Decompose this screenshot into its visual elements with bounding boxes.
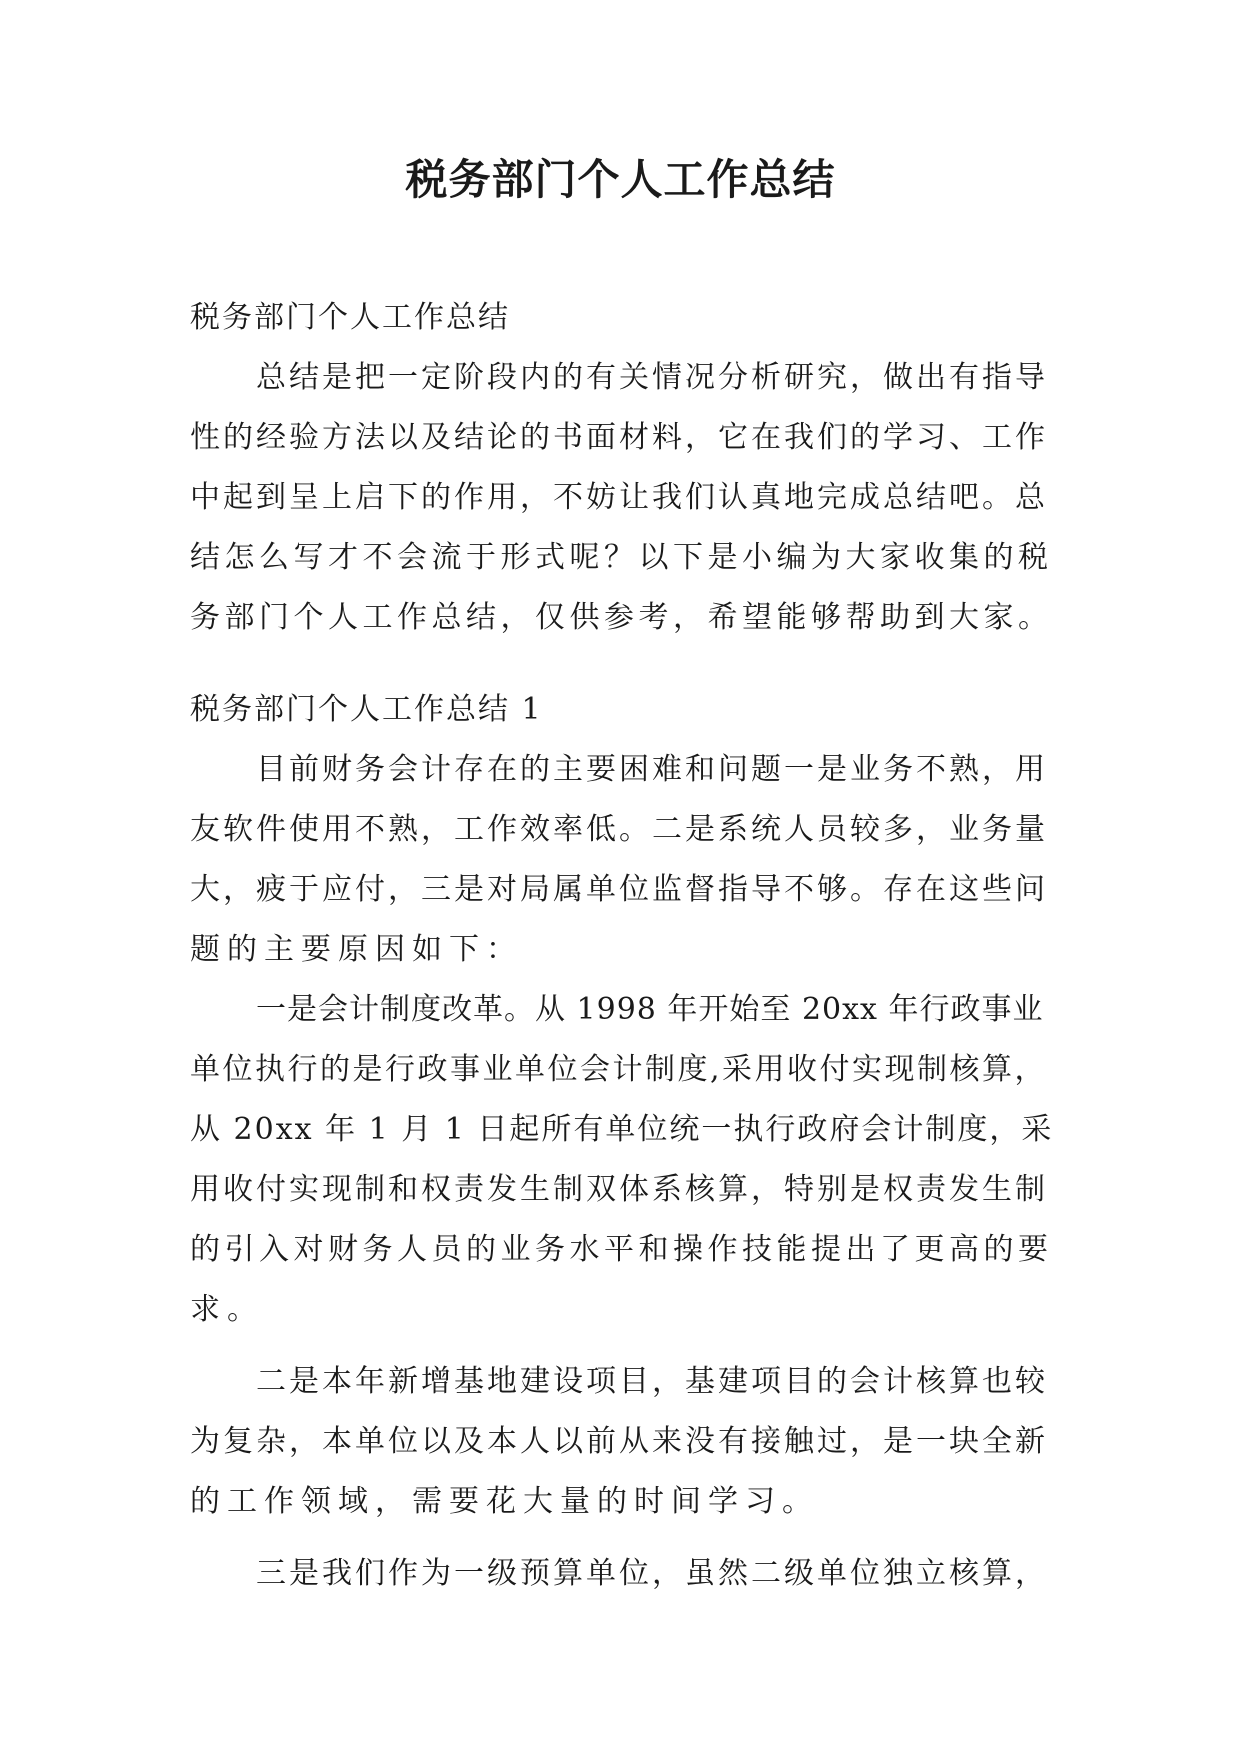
document-title: 税务部门个人工作总结 [405,155,836,204]
paragraph-line: 目前财务会计存在的主要困难和问题一是业务不熟，用 [256,752,1048,787]
paragraph-budget-unit [190,1544,1058,1604]
paragraph-line: 题的主要原因如下： [190,932,523,967]
paragraph-line: 总结是把一定阶段内的有关情况分析研究，做出有指导 [256,360,1048,395]
paragraph-line: 中起到呈上启下的作用，不妨让我们认真地完成总结吧。总 [190,480,1048,515]
paragraph-line: 一是会计制度改革。从 1998 年开始至 20xx 年行政事业 [256,992,1044,1027]
paragraph-line: 的引入对财务人员的业务水平和操作技能提出了更高的要 [190,1232,1053,1267]
paragraph-line: 性的经验方法以及结论的书面材料，它在我们的学习、工作 [190,420,1048,455]
section-spacer [190,648,1058,680]
paragraph-line: 从 20xx 年 1 月 1 日起所有单位统一执行政府会计制度，采 [190,1112,1054,1147]
section-heading: 税务部门个人工作总结 1 [190,692,543,727]
paragraph-line: 为复杂，本单位以及本人以前从来没有接触过，是一块全新 [190,1424,1048,1459]
paragraph-line: 三是我们作为一级预算单位，虽然二级单位独立核算， [256,1556,1048,1591]
paragraph-line: 大，疲于应付，三是对局属单位监督指导不够。存在这些问 [190,872,1048,907]
document-body [190,288,1058,1604]
paragraph-line: 结怎么写才不会流于形式呢？以下是小编为大家收集的税 [190,540,1053,575]
paragraph-line: 友软件使用不熟，工作效率低。二是系统人员较多，业务量 [190,812,1048,847]
paragraph-line: 的工作领域，需要花大量的时间学习。 [190,1484,819,1519]
paragraph-spacer [190,1340,1058,1352]
paragraph-spacer [190,1532,1058,1544]
intro-paragraph [190,348,1058,648]
paragraph-line: 二是本年新增基地建设项目，基建项目的会计核算也较 [256,1364,1048,1399]
intro-heading: 税务部门个人工作总结 [190,300,510,335]
paragraph-line: 用收付实现制和权责发生制双体系核算，特别是权责发生制 [190,1172,1048,1207]
paragraph-accounting-reform [190,980,1058,1340]
paragraph-construction-project [190,1352,1058,1532]
paragraph-line: 务部门个人工作总结，仅供参考，希望能够帮助到大家。 [190,600,1053,635]
paragraph-line: 求。 [190,1292,264,1327]
paragraph-line: 单位执行的是行政事业单位会计制度,采用收付实现制核算， [190,1052,1048,1087]
paragraph-difficulties [190,740,1058,980]
